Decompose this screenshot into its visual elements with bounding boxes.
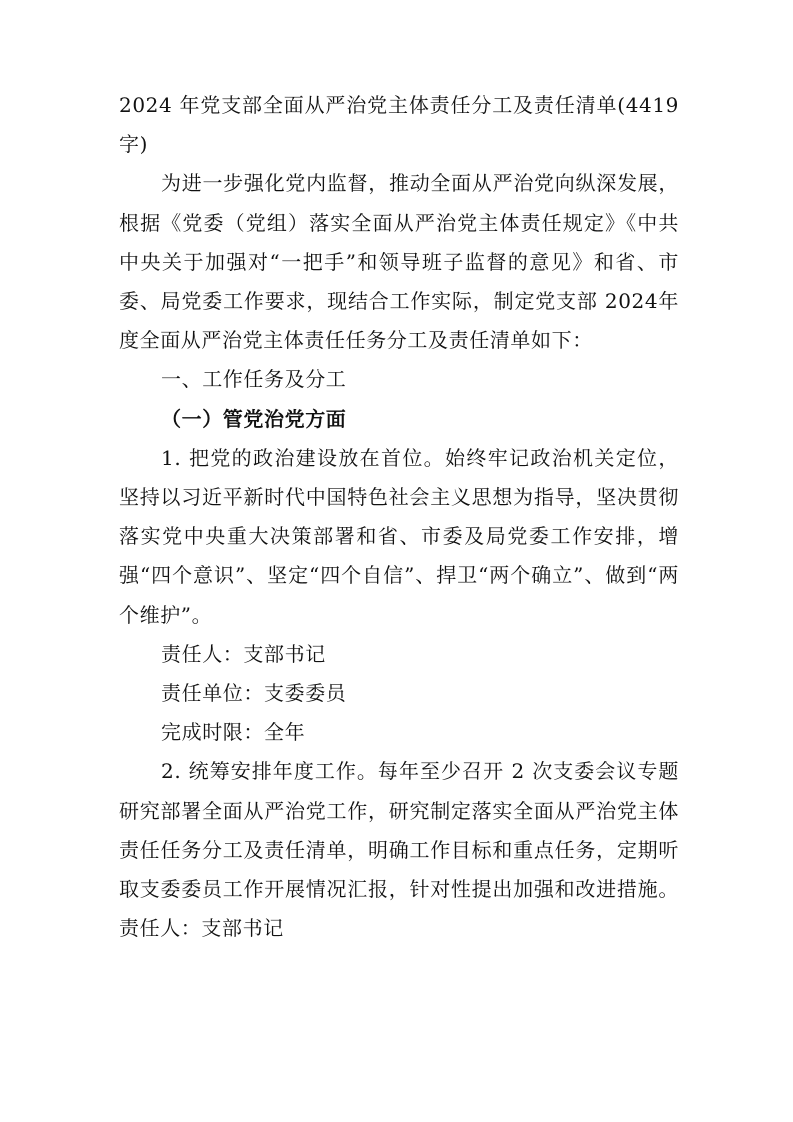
section-heading-1: 一、工作任务及分工 — [161, 367, 347, 392]
document-title: 2024 年党支部全面从严治党主体责任分工及责任清单(4419字) — [119, 93, 679, 157]
intro-paragraph: 为进一步强化党内监督，推动全面从严治党向纵深发展，根据《党委（党组）落实全面从严治党主体责任规定》《中共中央关于加强对“一把手”和领导班子监督的意见》和省、市委、局党委工作要求，现结合工作实际，制定党支部 2024年度全面从严治党主体责任任务分工及责任清单如下： — [119, 171, 679, 353]
item-1-responsible-unit: 责任单位：支委委员 — [161, 681, 347, 706]
subsection-heading-1: （一）管党治党方面 — [161, 406, 347, 431]
item-1-deadline: 完成时限：全年 — [161, 720, 306, 745]
item-1-paragraph: 1. 把党的政治建设放在首位。始终牢记政治机关定位，坚持以习近平新时代中国特色社会主义思想为指导，坚决贯彻落实党中央重大决策部署和省、市委及局党委工作安排，增强“四个意识”、坚定“四个自信”、捍卫“两个确立”、做到“两个维护”。 — [119, 445, 679, 627]
item-1-responsible-person: 责任人：支部书记 — [161, 641, 326, 666]
document-body — [119, 86, 679, 948]
item-2-paragraph: 2. 统筹安排年度工作。每年至少召开 2 次支委会议专题研究部署全面从严治党工作，研究制定落实全面从严治党主体责任任务分工及责任清单，明确工作目标和重点任务，定期听取支委委员工作开展情况汇报，针对性提出加强和改进措施。责任人：支部书记 — [119, 759, 679, 941]
